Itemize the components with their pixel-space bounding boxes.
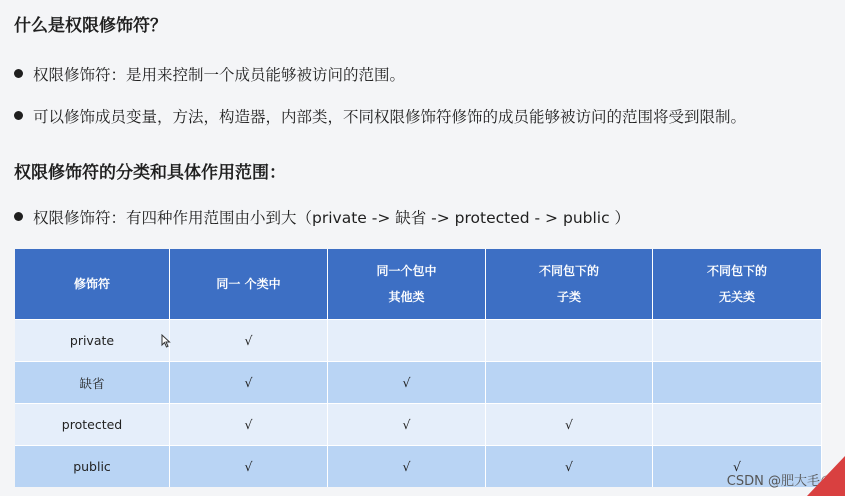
bullet-dot-icon	[14, 111, 23, 120]
header-unrelated-other-package: 不同包下的 无关类	[653, 249, 822, 320]
table-cell: √	[170, 404, 328, 446]
header-same-class: 同一 个类中	[170, 249, 328, 320]
bullet-usage-text: 可以修饰成员变量，方法，构造器，内部类，不同权限修饰符修饰的成员能够被访问的范围将受到限制。	[33, 108, 747, 126]
table-cell	[653, 404, 822, 446]
table-cell: √	[170, 320, 328, 362]
heading-classification: 权限修饰符的分类和具体作用范围：	[14, 163, 286, 183]
bullet-dot-icon	[14, 69, 23, 78]
bullet-definition	[14, 63, 405, 85]
table-cell: √	[170, 362, 328, 404]
mouse-cursor-icon	[161, 334, 171, 348]
table-cell: √	[170, 446, 328, 488]
table-cell	[486, 320, 653, 362]
corner-decoration	[807, 456, 845, 496]
table-cell: 缺省	[15, 362, 170, 404]
header-subclass-other-package: 不同包下的 子类	[486, 249, 653, 320]
csdn-watermark: CSDN @肥大毛の	[726, 474, 833, 489]
table-cell	[328, 320, 486, 362]
table-cell: √	[486, 446, 653, 488]
table-header-row	[15, 249, 822, 320]
table-cell	[486, 362, 653, 404]
table-row	[15, 446, 822, 488]
table-cell: public	[15, 446, 170, 488]
table-cell: √	[486, 404, 653, 446]
table-cell: √	[653, 446, 822, 488]
table-cell: √	[328, 446, 486, 488]
table-row	[15, 320, 822, 362]
bullet-usage	[14, 105, 746, 127]
header-modifier: 修饰符	[15, 249, 170, 320]
bullet-dot-icon	[14, 212, 23, 221]
header-same-package: 同一个包中 其他类	[328, 249, 486, 320]
table-row	[15, 362, 822, 404]
bullet-definition-text: 权限修饰符：是用来控制一个成员能够被访问的范围。	[33, 66, 406, 84]
table-cell: √	[328, 404, 486, 446]
table-cell	[653, 320, 822, 362]
table-cell: protected	[15, 404, 170, 446]
table-cell: √	[328, 362, 486, 404]
heading-what-is-access-modifier: 什么是权限修饰符？	[14, 16, 167, 36]
table-cell	[653, 362, 822, 404]
table-row	[15, 404, 822, 446]
table-cell: private	[15, 320, 170, 362]
bullet-scope-order-text: 权限修饰符：有四种作用范围由小到大（private -> 缺省 -> protected - > public ）	[33, 209, 631, 227]
access-modifier-table	[15, 249, 822, 487]
bullet-scope-order	[14, 206, 630, 228]
